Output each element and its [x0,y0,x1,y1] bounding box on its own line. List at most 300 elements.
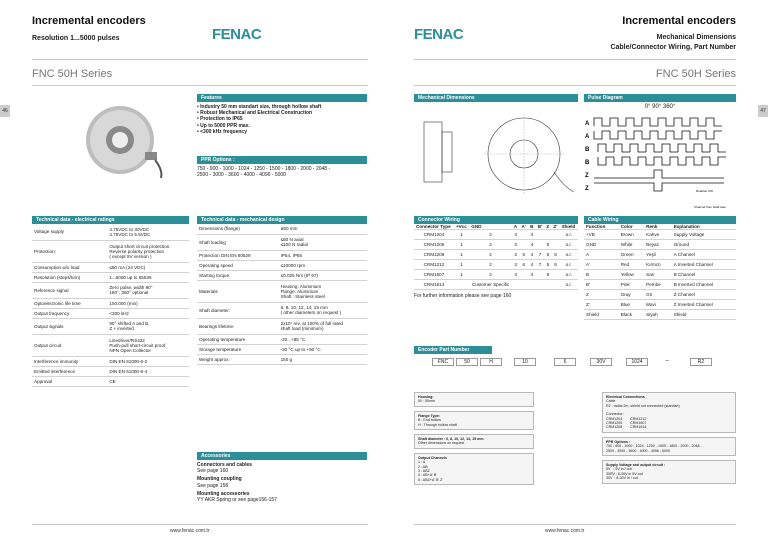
mech-dim-header: Mechanical Dimensions [414,94,578,102]
left-footer-url[interactable]: www.fenac.com.tr [170,528,210,534]
table-cell: Blue [619,300,644,310]
column-header: A' [519,224,528,230]
part-option-box [602,437,736,456]
table-cell: Mavi [644,300,672,310]
ppr-header: PPR Options : [197,156,367,164]
row-label: Approval [32,376,107,386]
part-code-segment: 30V [590,358,612,366]
row-label: Reference signal [32,282,107,298]
part-option-title: Output Channels [418,455,447,460]
table-row [414,240,578,250]
table-cell: A [584,250,619,260]
table-cell [528,280,536,290]
table-row [32,376,189,386]
table-row [584,280,736,290]
electrical-header: Technical data - electrical ratings [32,216,189,224]
table-cell [551,270,559,280]
mechanical-header: Technical data - mechanical design [197,216,367,224]
table-row [197,334,367,344]
table-row [197,260,367,270]
column-header: A [512,224,520,230]
pulse-channel-label: A [585,134,590,141]
table-cell [536,230,545,240]
accessory-text: See page 160 [197,468,229,475]
accessories-header: Accessories [197,452,367,460]
table-cell: +VB [584,230,619,240]
part-option-title: PPR Options : [606,439,631,444]
table-cell: White [619,240,644,250]
row-value: ø50 mm [279,224,367,234]
column-header: Function [584,224,619,230]
table-cell: Siyah [644,310,672,320]
part-option-line: 6 : ABZ+A' B' Z' [418,477,443,482]
table-cell [536,280,545,290]
table-cell: o.r. [560,230,578,240]
pulse-channel-label: B [585,160,590,167]
part-option-box [414,434,534,449]
table-row [197,354,367,364]
table-cell [519,240,528,250]
table-cell: Sarı [644,270,672,280]
row-value: -30 °C up to +90 °C [279,344,367,354]
encoder-product-image [75,90,165,180]
table-cell: 1 [454,260,469,270]
table-cell: Green [619,250,644,260]
row-value: DIN EN 61000-6-4 [107,366,189,376]
logo-text: FENAC [212,26,262,43]
table-cell: CRM1614 [414,280,454,290]
right-footer-url[interactable]: www.fenac.com.tr [545,528,585,534]
table-cell [544,280,551,290]
table-cell: Pembe [644,280,672,290]
row-label: Operating temperature [197,334,279,344]
left-rule-2 [32,85,368,86]
table-row [32,308,189,318]
left-rule [32,59,368,60]
table-cell: 3 [512,260,520,270]
row-label: Output frequency [32,308,107,318]
part-option-box [414,453,534,485]
table-cell: Shield [672,310,736,320]
table-row [197,234,367,250]
row-label: Protection DIN EN 60529 [197,250,279,260]
part-option-line: CRM1205 CRM1607 [606,421,647,426]
table-cell: 2 [469,250,512,260]
shaft-side-note: Channel from shaft side [694,205,726,210]
part-option-title: Housing: [418,395,434,399]
table-row [32,298,189,308]
part-option-box [602,392,736,433]
right-page-subtitle-2: Cable/Connector Wiring, Part Number [610,44,736,51]
part-code-segment: 50 [456,358,478,366]
part-option-line: Connector: [606,412,624,417]
table-row [584,270,736,280]
pulse-waveform [598,144,726,152]
part-code-segment: FNC [432,358,454,366]
electrical-table [32,224,189,387]
row-label: Dimensions (flange) [197,224,279,234]
pulse-waveform [594,131,722,139]
part-option-title: Electrical Connections [606,395,645,399]
part-option-line: 30RV : 8-30V in 5V out [606,471,643,476]
pulse-header: Pulse Diagram [584,94,736,102]
ppr-values [197,166,367,178]
table-cell: 2 [469,230,512,240]
table-row [197,280,367,302]
table-row [32,262,189,272]
right-rule [414,59,736,60]
column-header: Renk [644,224,672,230]
table-cell: 4 [528,240,536,250]
pulse-channel-label: B [585,147,590,154]
row-label: Protection: [32,240,107,262]
row-label: Emitted interference [32,366,107,376]
column-header: +Vcc [454,224,469,230]
table-cell: o.r. [560,260,578,270]
table-cell: 6 [519,260,528,270]
left-page-subtitle: Resolution 1...5000 pulses [32,35,120,42]
table-row [32,366,189,376]
table-cell: o.r. [560,240,578,250]
table-cell: 3 [512,230,520,240]
part-option-box [414,392,534,407]
table-row [32,334,189,356]
pulse-waveform [594,118,722,126]
table-cell: 2 [469,270,512,280]
left-page-title: Incremental encoders [32,15,146,27]
mechanical-drawing [414,102,578,212]
row-label: Resolution (steps/turn) [32,272,107,282]
table-cell [536,240,545,250]
table-cell: Ground [672,240,736,250]
table-cell: 5 [544,270,551,280]
row-value: ≤60 mA (24 VDC) [107,262,189,272]
row-value: -20...+85 °C [279,334,367,344]
row-value: 6, 8, 10, 12, 14, 15 mm ( other diameters on request ) [279,302,367,318]
part-code-segment: 10 [514,358,536,366]
column-header: B' [536,224,545,230]
table-cell: o.r. [560,270,578,280]
part-option-line: Cable [606,399,616,404]
part-option-line: R2 : radial 2m, shield not connected (standart) [606,403,680,408]
table-row [414,230,578,240]
row-value: Output short circuit protection. Reverse polarity protection ( except 5V version ) [107,240,189,262]
part-option-line: Other dimensions on request [418,441,465,446]
table-cell: o.r. [560,280,578,290]
part-option-line: 4 : AB+A' B' [418,473,437,478]
table-cell [551,230,559,240]
table-cell: 8 [551,260,559,270]
table-cell: CRM1205 [414,240,454,250]
table-cell: B Channel [672,270,736,280]
part-code-segment: R2 [690,358,712,366]
column-header: Connector Type [414,224,454,230]
table-row [32,356,189,366]
table-cell: Black [619,310,644,320]
table-cell: 5 [544,240,551,250]
table-cell: 3 [512,270,520,280]
part-options-right [602,392,736,488]
table-cell: Yellow [619,270,644,280]
table-cell: Beyaz [644,240,672,250]
mechanical-design-section [197,216,367,365]
column-header: Z' [551,224,559,230]
column-header: Explanation [672,224,736,230]
part-option-box [602,460,736,484]
ppr-line: 2500 - 3000 - 3600 - 4000 - 4096 - 5000 [197,172,286,179]
feature-item: • Protection to IP65 [197,116,243,123]
table-row [584,230,736,240]
part-option-title: Supply Voltage and output circuit : [606,463,666,468]
row-value: 150 g [279,354,367,364]
table-row [584,310,736,320]
table-row [197,344,367,354]
features-section [197,94,367,135]
connector-wiring-section [414,216,578,299]
ppr-section [197,156,367,178]
part-option-line: CRM1208 CRM1614 [606,425,647,430]
pulse-channel-label: Z [585,186,589,193]
table-cell: Z Inverted Channel [672,300,736,310]
table-row [584,260,736,270]
table-cell: 4 [528,260,536,270]
accessories-section [197,452,367,503]
table-cell [519,270,528,280]
row-label: Weight approx. [197,354,279,364]
row-label: Shaft loading [197,234,279,250]
part-option-title: Shaft diameter : 6, 8, 10, 12, 14, 15 mm [418,437,484,442]
cable-header: Cable Wiring [584,216,736,224]
table-cell: B Inverted Channel [672,280,736,290]
features-header: Features [197,94,367,102]
table-cell: Z' [584,300,619,310]
row-value: ≤0.025 Nm (IP 67) [279,270,367,280]
left-footer-rule [32,524,368,525]
table-row [197,250,367,260]
table-row [197,318,367,334]
pulse-diagram-section [584,94,736,215]
table-cell: 4 [528,250,536,260]
table-cell: 2 [469,240,512,250]
feature-item: • Up to 5000 PPR max. [197,122,250,129]
pulse-waveform [594,170,724,178]
part-option-line: 50 : 50mm [418,399,435,404]
left-series-title: FNC 50H Series [32,68,113,80]
accessory-text: YY AKR Spring or see page156-157 [197,497,277,504]
table-cell: Gray [619,290,644,300]
table-cell [512,280,520,290]
table-cell: 2 [469,260,512,270]
feature-item: • Robust Mechanical and Electrical Construction [197,110,313,117]
pulse-waveforms [584,110,736,210]
table-cell [551,240,559,250]
row-label: Storage temperature [197,344,279,354]
right-page-title: Incremental encoders [622,15,736,27]
table-cell [551,280,559,290]
table-row [584,240,736,250]
part-option-line: 1 : A [418,460,426,465]
table-cell: o.r. [560,250,578,260]
table-row [584,250,736,260]
cable-table [584,224,736,320]
right-page-number: 47 [758,105,768,117]
table-row [414,280,578,290]
table-cell [544,230,551,240]
column-header: Color [619,224,644,230]
table-cell: Pink [619,280,644,290]
row-value: DIN EN 61000-6-2 [107,356,189,366]
row-value: 100.000 (min) [107,298,189,308]
table-cell: 3 [512,240,520,250]
table-cell: 4 [528,230,536,240]
table-row [32,272,189,282]
row-value: 4.75VDC to 30VDC 4.75VDC to 5.5VDC [107,224,189,240]
row-label: Bearings lifetime: [197,318,279,334]
table-cell: B' [584,280,619,290]
column-header: Z [544,224,551,230]
table-cell: CRM1204 [414,230,454,240]
row-label: Shaft diameter: [197,302,279,318]
table-cell [519,230,528,240]
table-cell: CRM1208 [414,250,454,260]
table-cell: Yeşil [644,250,672,260]
mechanical-dimensions-section [414,94,578,217]
part-code-segment: – [665,358,669,364]
row-label: Output circuit [32,334,107,356]
table-cell [519,280,528,290]
table-row [32,224,189,240]
table-row [197,224,367,234]
right-rule-2 [414,85,736,86]
ppr-line: 750 - 900 - 1000 - 1024 - 1250 - 1500 - 1800 - 2000 - 2048 - [197,166,331,172]
table-cell: 6 [519,250,528,260]
row-label: Starting torque [197,270,279,280]
pulse-angles: 0° 90° 360° [644,104,676,110]
row-value: 1...5000 up to 65536 [107,272,189,282]
table-cell: 5 [544,260,551,270]
table-row [197,270,367,280]
accessory-title: Mounting coupling [197,476,242,483]
table-cell: Gri [644,290,672,300]
row-label: Operating speed [197,260,279,270]
connector-header: Connector Wiring [414,216,578,224]
part-option-line: CRM1204 CRM1212 [606,416,647,421]
part-code-segment: H [480,358,502,366]
part-option-line: 3 : ABZ [418,469,430,474]
row-label: Interference immunity [32,356,107,366]
features-list [197,104,367,135]
table-cell: 7 [536,260,545,270]
left-page-number: 46 [0,105,10,117]
row-value: ≤80 N axial ≤100 N radial [279,234,367,250]
right-series-title: FNC 50H Series [655,68,736,80]
table-cell: Red [619,260,644,270]
table-cell: 1 [454,250,469,260]
row-value: CE [107,376,189,386]
table-cell: 7 [536,250,545,260]
accessory-title: Connectors and cables [197,462,253,468]
table-row [197,302,367,318]
part-option-title: Flange Type: [418,413,440,418]
table-row [32,282,189,298]
part-option-line: 5V : 5V in / out [606,467,632,472]
row-label: Optoelectronic life time [32,298,107,308]
table-cell: A Channel [672,250,736,260]
part-option-line: H : Through hollow shaft [418,422,457,427]
part-number-section [414,346,736,482]
left-brand-logo [212,26,261,43]
part-option-line: B : End hollow [418,418,441,423]
right-page-subtitle: Mechanical Dimensions [656,34,736,41]
table-cell: Customer Specific [469,280,512,290]
row-value: 2x10⁷ rev. at 100% of full rated shaft load (minimum) [279,318,367,334]
table-row [414,250,578,260]
table-cell: Kahve [644,230,672,240]
table-cell: 1 [454,270,469,280]
table-cell: GND [584,240,619,250]
part-option-line: 30V : 8-30V in / out [606,476,638,481]
row-label: Materials [197,280,279,302]
connector-note: For further information please see page 160 [414,293,512,299]
part-option-line: 2500 - 3000 - 3600 - 4000 - 4096 - 5000 [606,448,670,453]
row-value: <300 kHz [107,308,189,318]
table-cell [454,280,469,290]
feature-item: • Industry 50 mm standart size, through hollow shaft [197,104,322,110]
row-value: IP54, IP65 [279,250,367,260]
row-value: Housing: Aluminium Flange: Aluminium Shaft : Stainless steel [279,280,367,302]
table-cell: 8 [551,250,559,260]
row-label: Voltage supply [32,224,107,240]
table-cell: 1 [454,240,469,250]
cable-wiring-section [584,216,736,320]
table-cell: Shield [584,310,619,320]
part-option-line: 2 : AB [418,464,428,469]
table-cell: Z [584,290,619,300]
right-footer-rule [414,524,736,525]
mechanical-table [197,224,367,365]
row-label: Consumption w/o load [32,262,107,272]
table-cell: 3 [512,250,520,260]
row-value: 90° shifted A and B, Z + inverted [107,318,189,334]
column-header: B [528,224,536,230]
pulse-channel-label: A [585,121,590,128]
table-cell: A Inverted Channel [672,260,736,270]
feature-item: • <300 kHz frequency [197,128,247,135]
accessory-title: Mounting accessories [197,490,250,497]
table-row [414,260,578,270]
table-cell: 4 [528,270,536,280]
column-header: GND [469,224,512,230]
part-code-segment: 1024 [626,358,648,366]
table-row [32,318,189,334]
right-brand-logo [414,26,463,43]
row-label: Output signals [32,318,107,334]
rotation-note: Rotation CW [696,189,714,194]
row-value: ≤10000 rpm [279,260,367,270]
pulse-channel-label: Z [585,173,589,180]
table-cell: CRM1607 [414,270,454,280]
table-row [414,270,578,280]
table-cell: Brown [619,230,644,240]
accessory-text: See page 158 [197,482,229,489]
logo-text: FENAC [414,26,464,43]
table-cell: Supply Voltage [672,230,736,240]
part-code-row [414,358,736,372]
table-cell: Kırmızı [644,260,672,270]
table-row [584,300,736,310]
table-cell: 1 [454,230,469,240]
part-option-box [414,411,534,430]
